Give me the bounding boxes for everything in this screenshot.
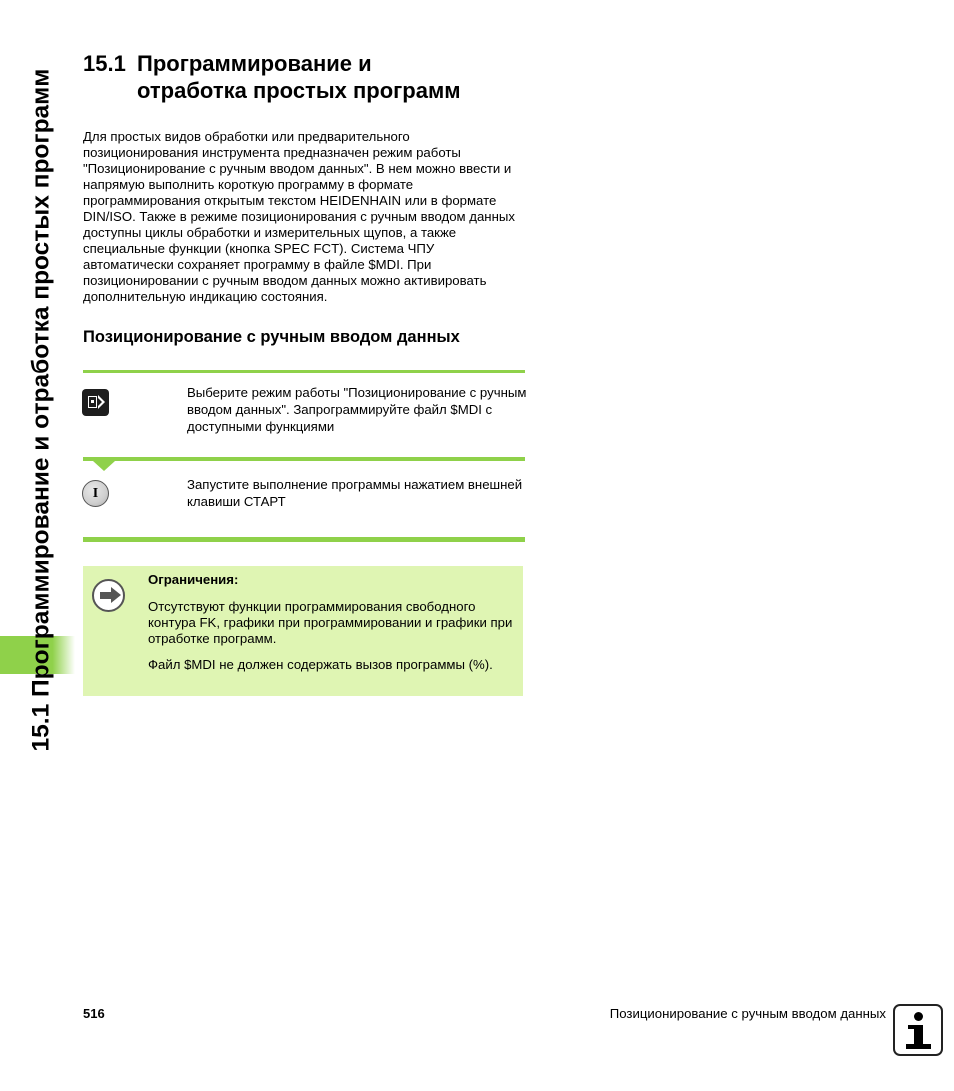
- start-key-label: I: [92, 485, 99, 501]
- chapter-title-line1: Программирование и: [137, 51, 372, 76]
- step-1-text: Выберите режим работы "Позиционирование с ручным вводом данных". Запрограммируйте файл $MDI с доступными функциями: [187, 385, 527, 434]
- page-number: 516: [83, 1006, 105, 1021]
- step-table-top-divider: [83, 370, 525, 373]
- section-heading: Позиционирование с ручным вводом данных: [83, 328, 460, 346]
- info-stem: [914, 1025, 923, 1046]
- note-paragraph-2: Файл $MDI не должен содержать вызов программы (%).: [148, 657, 493, 672]
- info-dot: [914, 1012, 923, 1021]
- note-title: Ограничения:: [148, 572, 239, 587]
- chapter-title: [83, 50, 461, 104]
- info-serif-bottom: [906, 1044, 931, 1049]
- arrow-glyph: [98, 395, 105, 409]
- document-glyph: [88, 396, 97, 408]
- arrow-right-note-icon: [92, 579, 125, 612]
- intro-paragraph: Для простых видов обработки или предварительного позиционирования инструмента предназначен режим работы "Позиционирование с ручным вводом данных". В нем можно ввести и напрямую выполнить короткую программу в формате программирования открытым текстом HEIDENHAIN или в формате DIN/ISO. Также в режиме позиционирования с ручным вводом данных доступны циклы обработки и измерительных щупов, а также специальные функции (кнопка SPEC FCT). Система ЧПУ автоматически сохраняет программу в файле $MDI. При позиционировании с ручным вводом данных можно активировать дополнительную индикацию состояния.: [83, 129, 515, 304]
- step-table-bottom-divider: [83, 537, 525, 542]
- note-paragraph-1: Отсутствуют функции программирования свободного контура FK, графики при программировании и графики при отработке программ.: [148, 599, 513, 646]
- note-content: [148, 572, 518, 683]
- chapter-side-title: [25, 50, 57, 770]
- mdi-mode-key-icon: [82, 389, 109, 416]
- chapter-number: 15.1: [83, 51, 126, 76]
- chapter-side-title-text: 15.1 Программирование и отработка простых программ: [27, 68, 55, 752]
- arrow-head: [111, 587, 121, 603]
- info-icon: [893, 1004, 943, 1056]
- nc-start-key-icon: [82, 480, 109, 507]
- chapter-title-line2: отработка простых программ: [137, 78, 461, 103]
- step-divider: [83, 457, 525, 461]
- note-box: [83, 566, 523, 696]
- step-2-text: Запустите выполнение программы нажатием внешней клавиши СТАРТ: [187, 477, 523, 509]
- down-triangle-icon: [93, 461, 115, 471]
- footer-section-title: Позиционирование с ручным вводом данных: [609, 1006, 886, 1021]
